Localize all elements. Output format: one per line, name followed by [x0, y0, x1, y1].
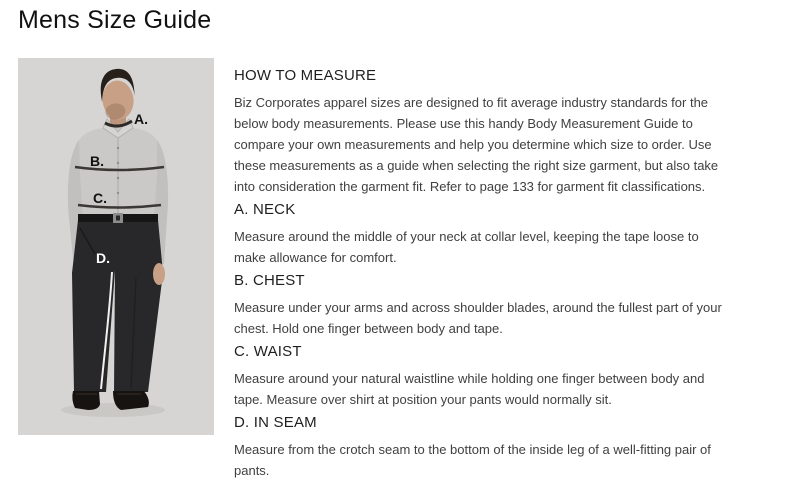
inseam-heading: D. IN SEAM: [234, 414, 317, 431]
content-row: [18, 58, 782, 479]
label-neck: A.: [134, 111, 148, 127]
inseam-body: Measure from the crotch seam to the bottom of the inside leg of a well-fitting pair of pants.: [234, 442, 711, 478]
waist-heading: C. WAIST: [234, 343, 302, 360]
waist-body: Measure around your natural waistline while holding one finger between body and tape. Measure over shirt at position your pants would normally sit.: [234, 371, 705, 407]
label-chest: B.: [90, 153, 104, 169]
how-to-measure-heading: HOW TO MEASURE: [234, 67, 377, 84]
belt-buckle-center: [116, 216, 120, 221]
measurement-photo: [18, 58, 214, 435]
chest-heading: B. CHEST: [234, 272, 305, 289]
section-inseam: [234, 414, 731, 479]
model-hand: [153, 263, 165, 285]
page-title: Mens Size Guide: [18, 6, 212, 34]
neck-body: Measure around the middle of your neck at collar level, keeping the tape loose to make allowance for comfort.: [234, 229, 699, 265]
label-waist: C.: [93, 190, 107, 206]
section-neck: [234, 201, 731, 268]
measure-instructions: [234, 58, 731, 479]
label-inseam: D.: [96, 250, 110, 266]
how-to-measure-body: Biz Corporates apparel sizes are designed to fit average industry standards for the below body measurements. Please use this handy Body Measurement Guide to compare your own measurements and help you determine which size to order. Use these measurements as a guide when selecting the right size garment, but also take into consideration the garment fit. Refer to page 133 for garment fit classifications.: [234, 95, 719, 194]
neck-heading: A. NECK: [234, 201, 296, 218]
pants: [72, 220, 163, 392]
model-figure-illustration: [18, 58, 214, 435]
section-waist: [234, 343, 731, 410]
section-chest: [234, 272, 731, 339]
chest-body: Measure under your arms and across shoulder blades, around the fullest part of your chest. Hold one finger between body and tape.: [234, 300, 722, 336]
